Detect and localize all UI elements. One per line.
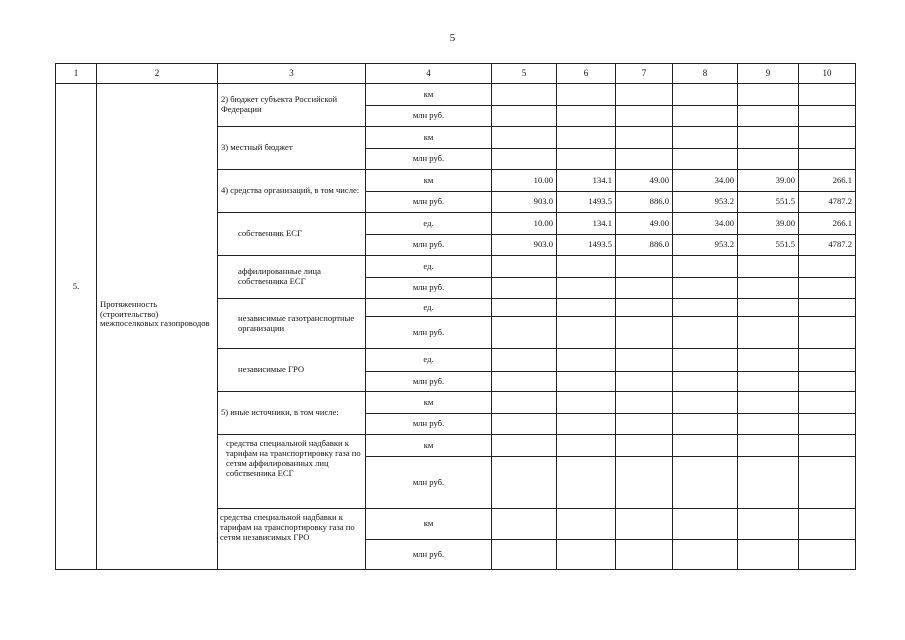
source-org-funds: 4) средства организаций, в том числе: bbox=[218, 170, 366, 213]
source-affiliated: аффилированные лица собственника ЕСГ bbox=[218, 256, 366, 299]
value-cell: 266.1 bbox=[799, 170, 856, 192]
header-row bbox=[56, 64, 856, 84]
column-header: 2 bbox=[97, 64, 218, 84]
unit-cell: км bbox=[366, 435, 492, 457]
value-cell: 134.1 bbox=[557, 170, 616, 192]
value-cell: 551.5 bbox=[738, 235, 799, 256]
source-local-budget: 3) местный бюджет bbox=[218, 127, 366, 170]
value-cell: 953.2 bbox=[673, 192, 738, 213]
unit-cell: км bbox=[366, 84, 492, 106]
unit-cell: млн руб. bbox=[366, 192, 492, 213]
unit-cell: ед. bbox=[366, 299, 492, 317]
source-surcharge-independent: средства специальной надбавки к тарифам на транспортировку газа по сетям независимых ГРО bbox=[218, 509, 366, 570]
unit-cell: млн руб. bbox=[366, 414, 492, 435]
value-cell: 39.00 bbox=[738, 170, 799, 192]
source-regional-budget: 2) бюджет субъекта Российской Федерации bbox=[218, 84, 366, 127]
unit-cell: км bbox=[366, 170, 492, 192]
row-name-cell bbox=[97, 84, 218, 570]
value-cell: 39.00 bbox=[738, 213, 799, 235]
unit-cell: млн руб. bbox=[366, 106, 492, 127]
value-cell: 266.1 bbox=[799, 213, 856, 235]
unit-cell: млн руб. bbox=[366, 278, 492, 299]
value-cell: 551.5 bbox=[738, 192, 799, 213]
table-row bbox=[56, 84, 856, 106]
value-cell: 49.00 bbox=[616, 213, 673, 235]
value-cell: 886.0 bbox=[616, 235, 673, 256]
source-independent-gto: независимые газотранспортные организации bbox=[218, 299, 366, 349]
value-cell: 4787.2 bbox=[799, 192, 856, 213]
column-header: 7 bbox=[616, 64, 673, 84]
unit-cell: км bbox=[366, 509, 492, 540]
row-index: 5. bbox=[72, 280, 80, 291]
value-cell: 886.0 bbox=[616, 192, 673, 213]
unit-cell: млн руб. bbox=[366, 540, 492, 570]
column-header: 4 bbox=[366, 64, 492, 84]
unit-cell: км bbox=[366, 392, 492, 414]
value-cell: 34.00 bbox=[673, 170, 738, 192]
unit-cell: млн руб. bbox=[366, 317, 492, 349]
row-index-cell bbox=[56, 84, 97, 570]
value-cell: 10.00 bbox=[492, 213, 557, 235]
value-cell: 903.0 bbox=[492, 235, 557, 256]
column-header: 5 bbox=[492, 64, 557, 84]
column-header: 3 bbox=[218, 64, 366, 84]
value-cell: 34.00 bbox=[673, 213, 738, 235]
value-cell: 953.2 bbox=[673, 235, 738, 256]
value-cell: 134.1 bbox=[557, 213, 616, 235]
column-header: 1 bbox=[56, 64, 97, 84]
column-header: 9 bbox=[738, 64, 799, 84]
unit-cell: ед. bbox=[366, 213, 492, 235]
value-cell: 903.0 bbox=[492, 192, 557, 213]
source-other: 5) иные источники, в том числе: bbox=[218, 392, 366, 435]
data-table bbox=[55, 63, 856, 570]
page-number: 5 bbox=[449, 32, 456, 44]
row-name: Протяженность (строительство) межпоселковых газопроводов bbox=[100, 298, 210, 329]
unit-cell: км bbox=[366, 127, 492, 149]
unit-cell: ед. bbox=[366, 256, 492, 278]
unit-cell: ед. bbox=[366, 349, 492, 372]
unit-cell: млн руб. bbox=[366, 149, 492, 170]
column-header: 8 bbox=[673, 64, 738, 84]
value-cell: 4787.2 bbox=[799, 235, 856, 256]
source-owner-ugs: собственник ЕСГ bbox=[218, 213, 366, 256]
unit-cell: млн руб. bbox=[366, 457, 492, 509]
column-header: 6 bbox=[557, 64, 616, 84]
source-independent-gro: независимые ГРО bbox=[218, 349, 366, 392]
column-header: 10 bbox=[799, 64, 856, 84]
source-surcharge-affiliated: средства специальной надбавки к тарифам на транспортировку газа по сетям аффилированных лиц собственника ЕСГ bbox=[218, 435, 366, 509]
value-cell: 49.00 bbox=[616, 170, 673, 192]
unit-cell: млн руб. bbox=[366, 235, 492, 256]
value-cell: 1493.5 bbox=[557, 235, 616, 256]
value-cell: 10.00 bbox=[492, 170, 557, 192]
value-cell: 1493.5 bbox=[557, 192, 616, 213]
unit-cell: млн руб. bbox=[366, 372, 492, 392]
